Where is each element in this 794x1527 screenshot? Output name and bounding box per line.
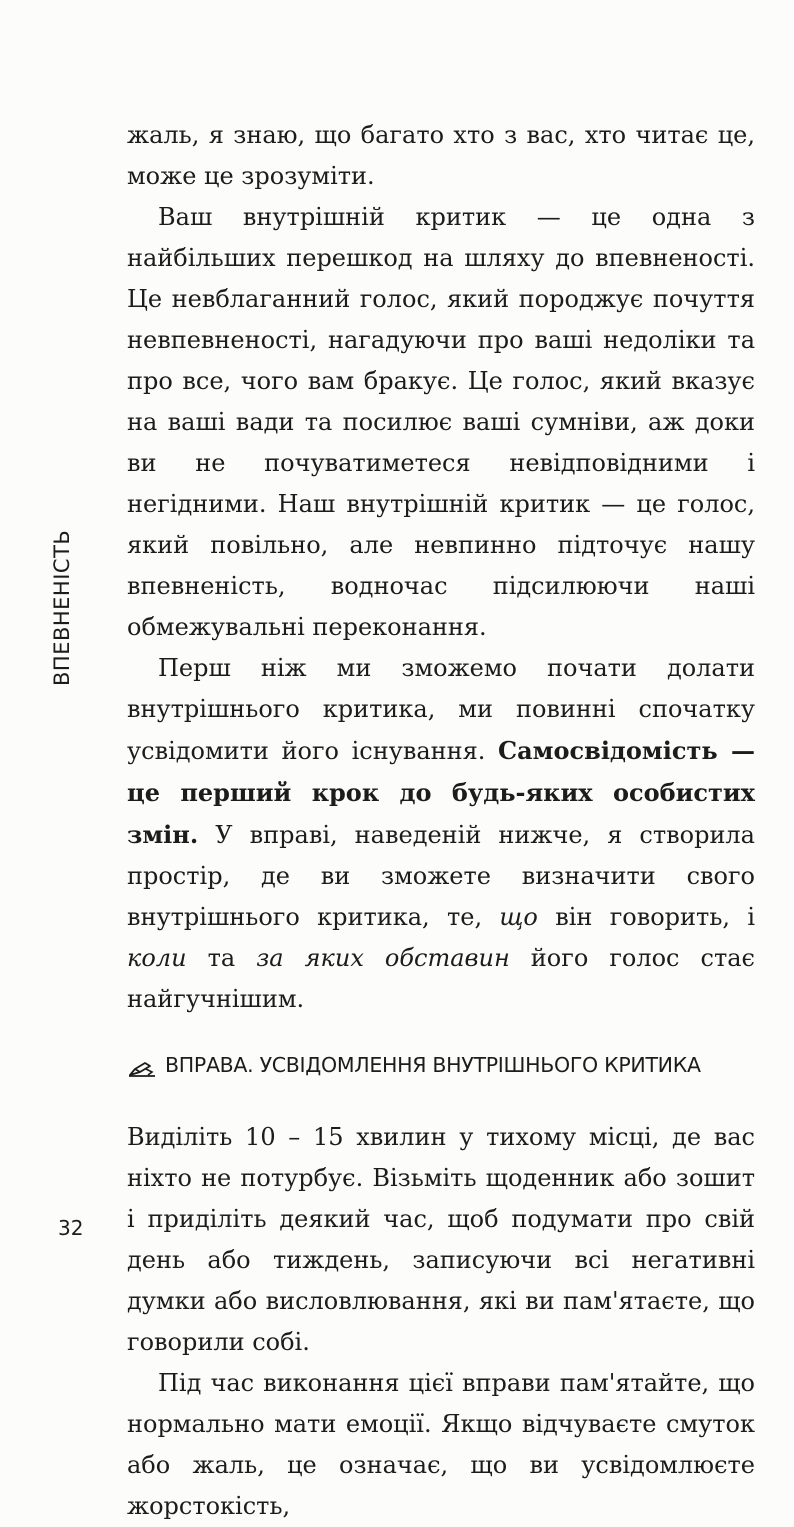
p3-text-c: У вправі, наведеній нижче, я створила простір, де ви зможете визначити свого внутрішнього критика, те, [127,821,755,931]
p3-bold: Самосвідомість — це перший крок до будь-яких особистих змін. [127,736,755,849]
paragraph-3 [127,648,755,1020]
p3-text-a: Перш ніж ми зможемо почати долати внутрішнього критика, ми повинні спочатку усвідомити його існування. [127,654,755,765]
page-number: 32 [58,1216,84,1240]
p3-italic-d: що [499,903,538,931]
paragraph-1: жаль, я знаю, що багато хто з вас, хто читає це, може це зрозуміти. [127,121,755,190]
running-header: ВПЕВНЕНІСТЬ [50,529,74,686]
p3-text-e: він говорить, і [537,903,756,931]
paragraph-2: Ваш внутрішній критик — це одна з найбільших перешкод на шляху до впевненості. Це невблаганний голос, який породжує почуття невпевненості, нагадуючи про ваші недоліки та про все, чого вам бракує. Це голос, який вказує на ваші вади та посилює ваші сумніви, аж доки ви не почуватиметеся невідповідними і негідними. Наш внутрішній критик — це голос, який повільно, але невпинно підточує нашу впевненість, водночас підсилюючи наші обмежувальні переконання. [127,203,755,641]
pencil-icon [127,1060,157,1078]
p3-text-i: його голос стає найгучнішим. [127,944,756,1013]
page-body [127,115,755,1527]
paragraph-4: Виділіть 10 – 15 хвилин у тихому місці, де вас ніхто не потурбує. Візьміть щоденник або зошит і приділіть деякий час, щоб подумати про свій день або тиждень, записуючи всі негативні думки або висловлювання, які ви пам'ятаєте, що говорили собі. [127,1123,755,1356]
paragraph-5: Під час виконання цієї вправи пам'ятайте, що нормально мати емоції. Якщо відчуваєте смуток або жаль, це означає, що ви усвідомлюєте жорстокість, [127,1369,755,1520]
p3-italic-f: коли [127,944,187,972]
p3-italic-h: за яких обставин [256,944,510,972]
exercise-title: ВПРАВА. УСВІДОМЛЕННЯ ВНУТРІШНЬОГО КРИТИКА [165,1053,701,1077]
exercise-heading [127,1045,755,1086]
p3-text-g: та [186,944,257,972]
